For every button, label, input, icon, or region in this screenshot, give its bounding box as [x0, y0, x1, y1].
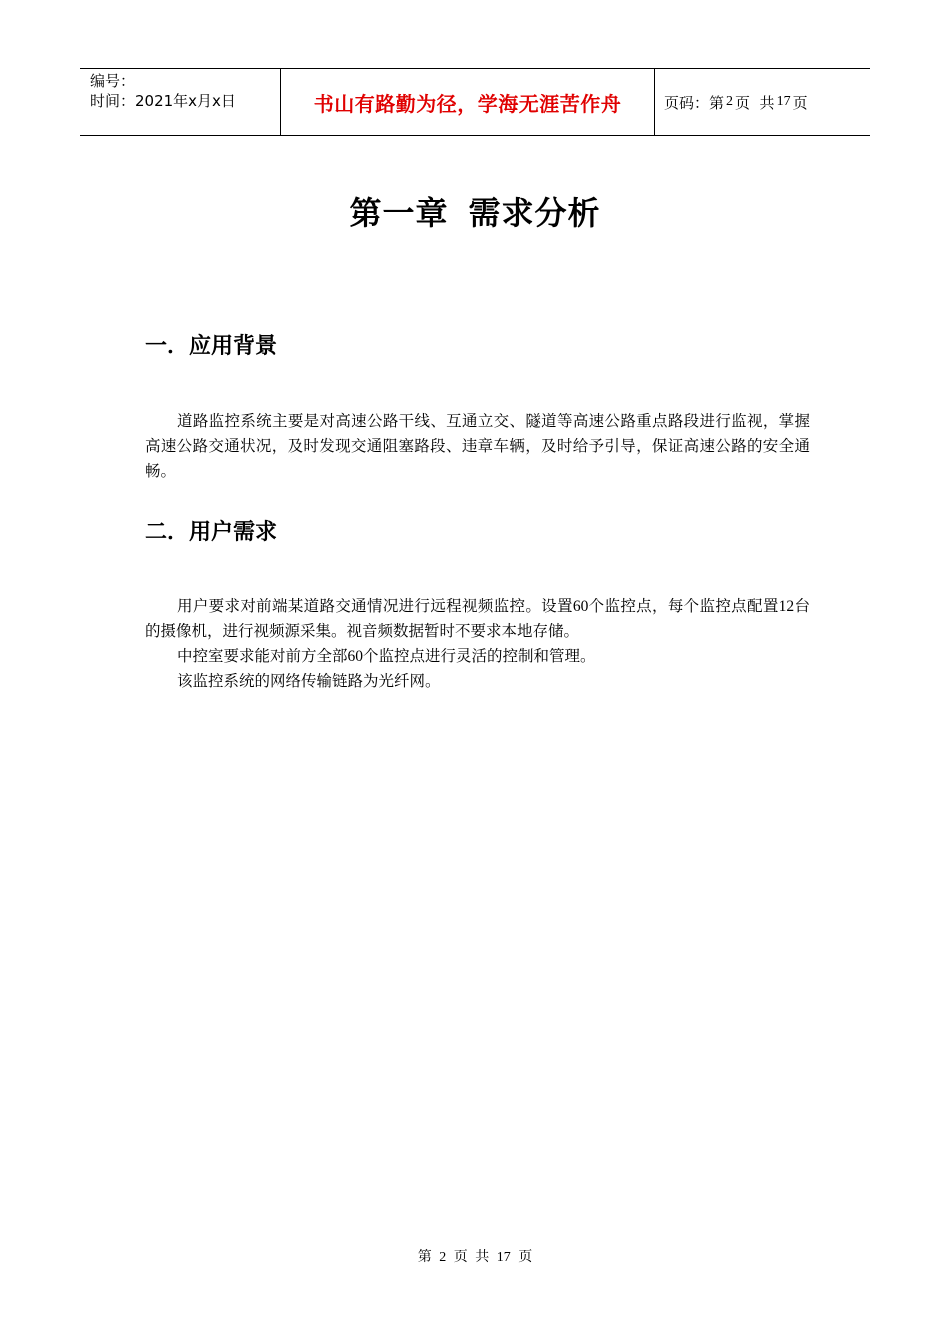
paragraph: 该监控系统的网络传输链路为光纤网。 — [177, 673, 441, 690]
section-body-requirements — [145, 594, 810, 694]
paragraph: 用户要求对前端某道路交通情况进行远程视频监控。设置60个监控点，每个监控点配置12台的摄像机，进行视频源采集。视音频数据暂时不要求本地存储。 — [145, 598, 810, 640]
section-heading-background: 一．应用背景 — [145, 334, 278, 359]
page-footer: 第 2 页 共 17 页 — [417, 1250, 533, 1265]
page-total: 17 — [776, 94, 791, 109]
paragraph: 道路监控系统主要是对高速公路干线、互通立交、隧道等高速公路重点路段进行监视，掌握高速公路交通状况，及时发现交通阻塞路段、违章车辆，及时给予引导，保证高速公路的安全通畅。 — [145, 413, 810, 480]
page-prefix: 页码：第 — [664, 93, 725, 112]
page-current: 2 — [726, 94, 734, 109]
header-motto: 书山有路勤为径，学海无涯苦作舟 — [281, 69, 655, 135]
chapter-title — [0, 188, 950, 234]
document-number-label: 编号： — [90, 72, 136, 90]
header-info-cell — [80, 69, 281, 135]
page-mid: 页 共 — [735, 93, 775, 112]
section-body-background — [145, 409, 810, 484]
chapter-number: 第一章 — [349, 194, 449, 232]
header-page-info — [655, 69, 870, 135]
page-suffix: 页 — [792, 93, 808, 112]
section-heading-requirements: 二．用户需求 — [145, 520, 278, 545]
paragraph: 中控室要求能对前方全部60个监控点进行灵活的控制和管理。 — [177, 648, 596, 665]
document-date: 时间：2021年x月x日 — [90, 92, 236, 110]
page-header — [80, 68, 870, 136]
chapter-name: 需求分析 — [468, 194, 601, 232]
